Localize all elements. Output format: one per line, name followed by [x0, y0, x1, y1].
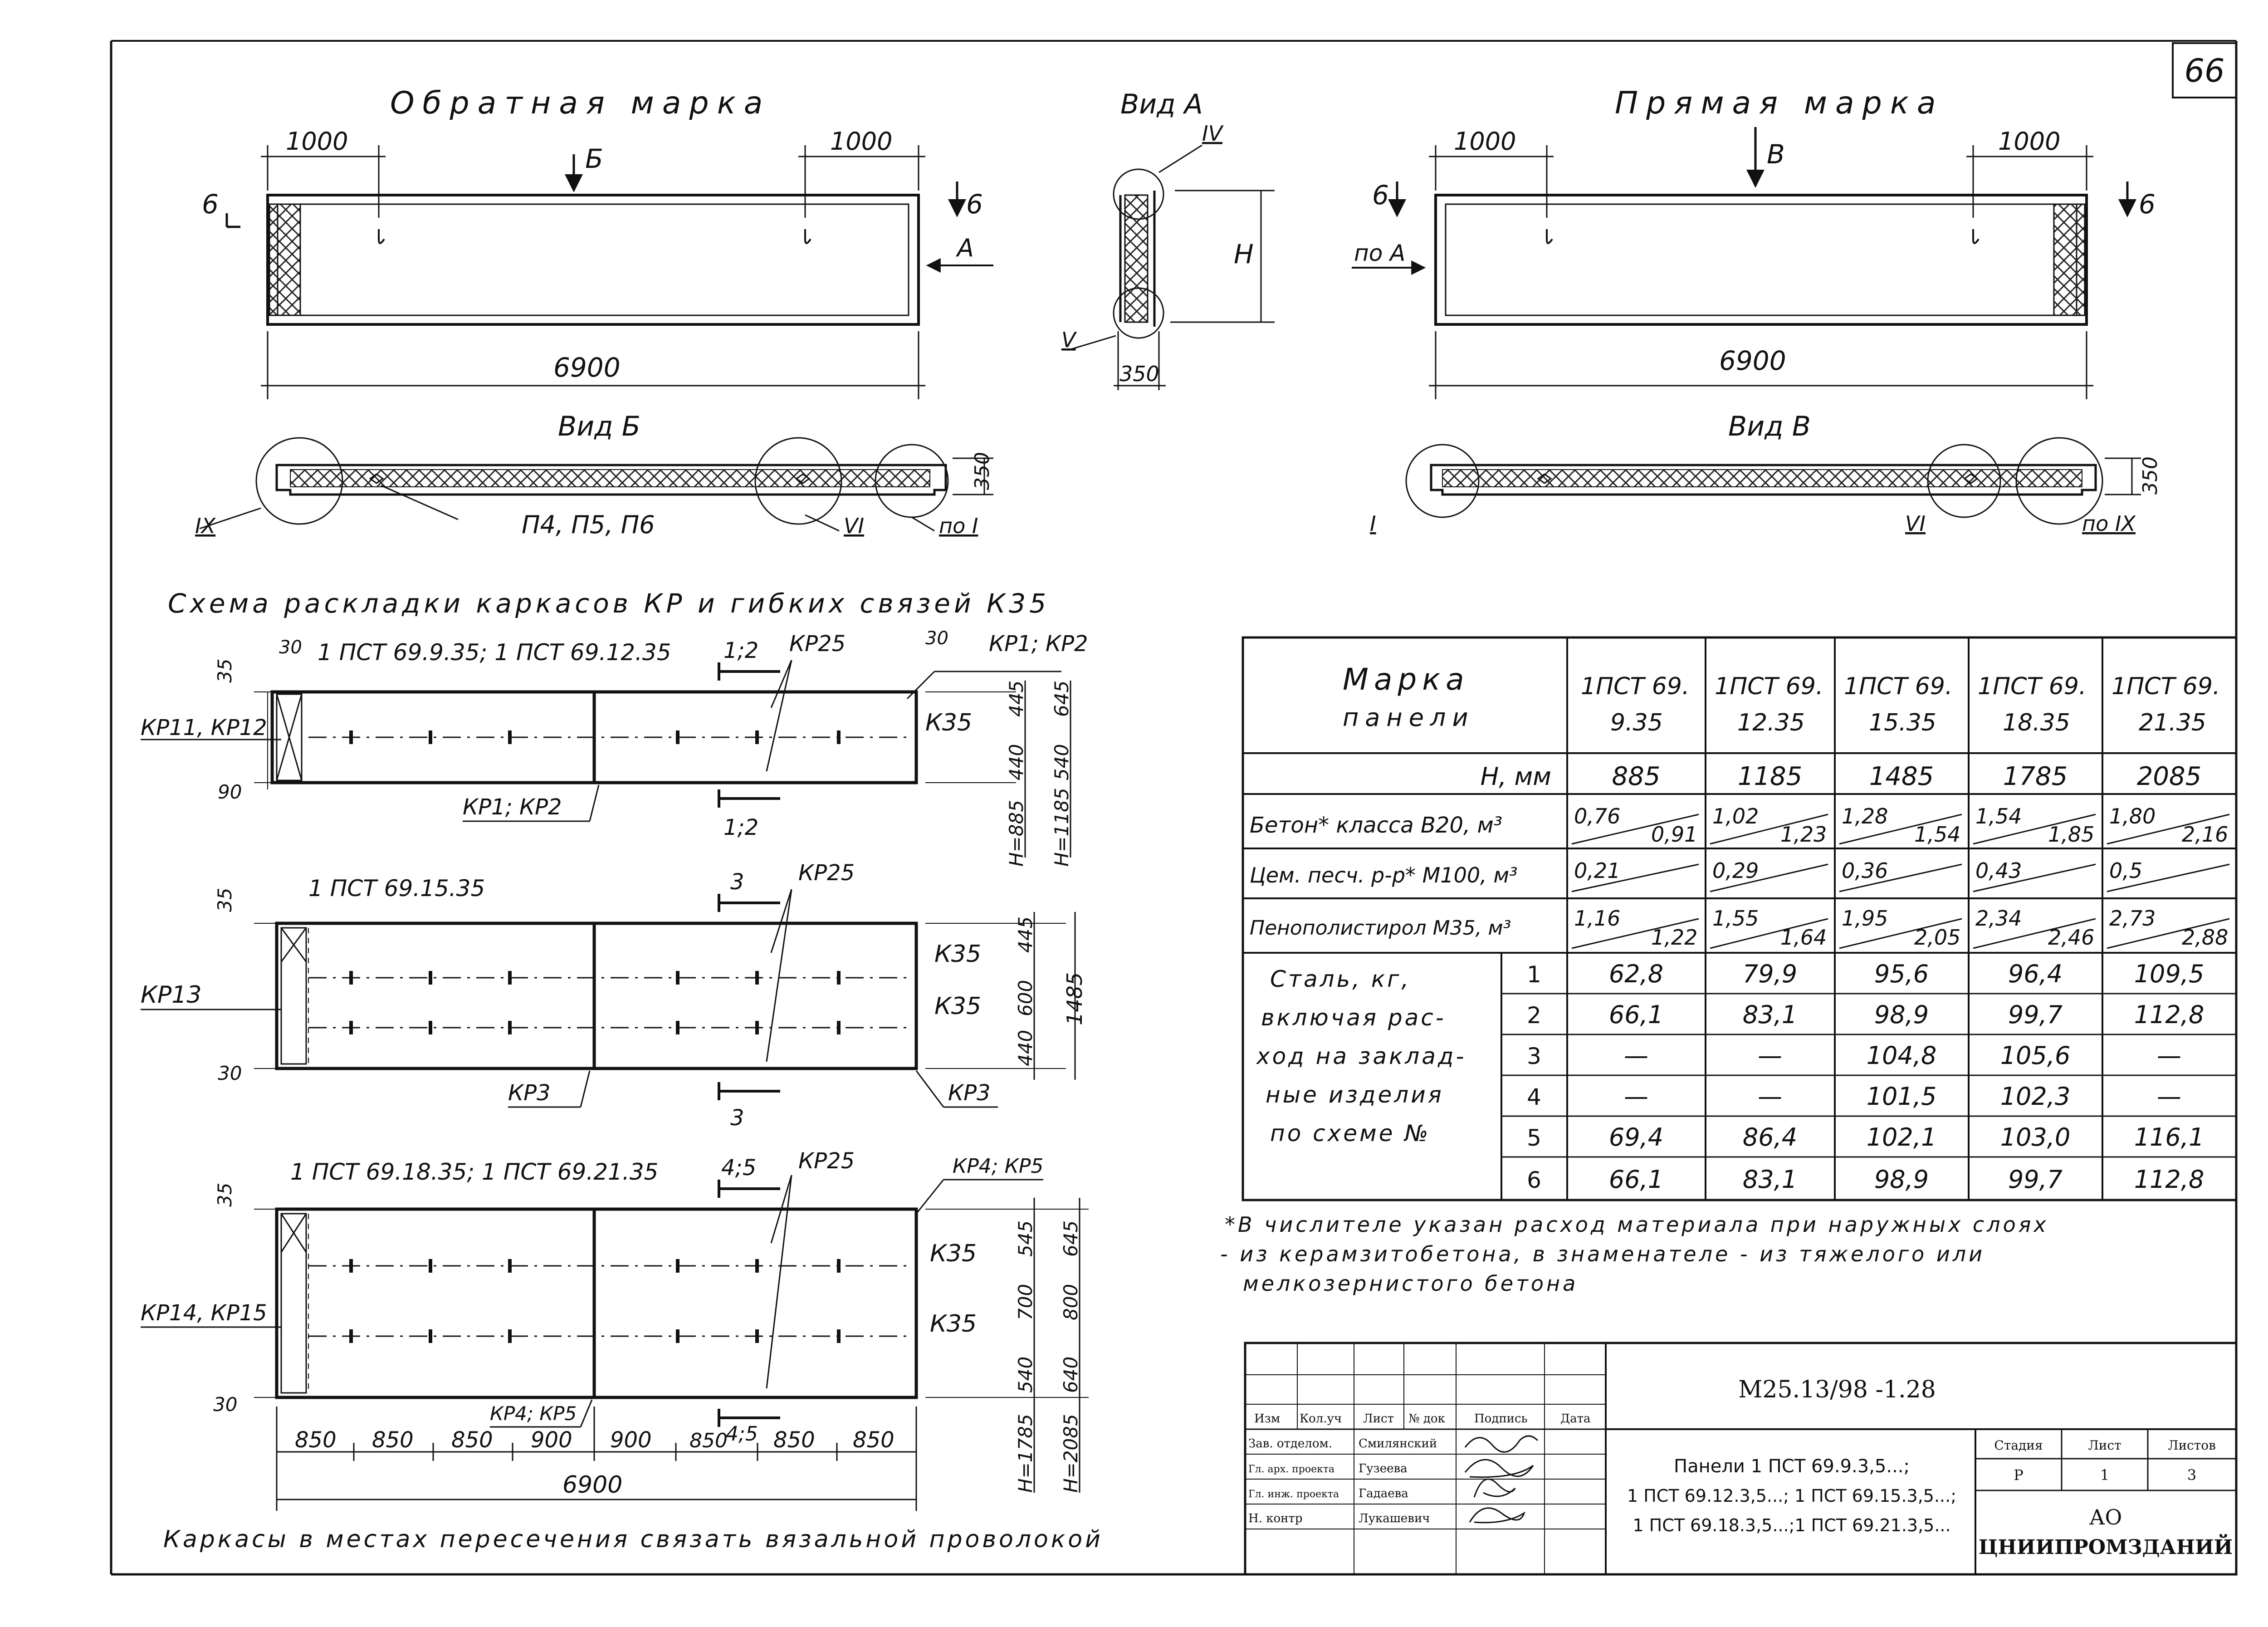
col-4-l1: 1ПСТ 69. [2112, 673, 2220, 700]
st-v-0: Р [2014, 1466, 2024, 1484]
panel-1-kr11: КР11, КР12 [141, 715, 267, 740]
panel-1-h1185: Н=1185 [1051, 788, 1073, 867]
panel-1-kr25: КР25 [789, 631, 846, 657]
st-h-1: Лист [2088, 1438, 2121, 1453]
c-2-n: 1,28 [1842, 804, 1888, 828]
panel-3-sec-bot: 4;5 [726, 1422, 758, 1446]
panel-3-k35-a: К35 [930, 1240, 977, 1267]
s-0-n: 1 [1527, 961, 1541, 988]
col-0-l2: 9.35 [1610, 709, 1663, 736]
sh-4: Подпись [1474, 1412, 1528, 1426]
table-footnote [1220, 1212, 2049, 1296]
panel-1-d445: 445 [1005, 680, 1027, 717]
panel-3-d545: 545 [1014, 1220, 1036, 1257]
f-0-d: 1,22 [1651, 925, 1698, 950]
f-2-d: 2,05 [1914, 925, 1961, 950]
row-steel-label [1256, 966, 1466, 1147]
panel-3-35: 35 [214, 1182, 236, 1207]
s-5-3: 99,7 [2008, 1165, 2063, 1194]
c-1-n: 1,02 [1712, 804, 1759, 828]
view-v-i: I [1370, 511, 1376, 536]
h-3: 1785 [2003, 762, 2068, 791]
f-4-n: 2,73 [2109, 906, 2156, 931]
stamp-people [1248, 1437, 1437, 1525]
section-6-left: 6 [202, 189, 219, 220]
view-v-350: 350 [2139, 456, 2162, 495]
section-6-right: 6 [966, 189, 983, 220]
view-b-ix: IX [195, 514, 216, 538]
view-b-label: П4, П5, П6 [522, 510, 655, 539]
panel-2-kr3-right: КР3 [948, 1080, 991, 1106]
s-2-0: — [1624, 1041, 1648, 1070]
s-5-0: 66,1 [1608, 1165, 1664, 1194]
po-a-label: по А [1354, 240, 1406, 266]
panel-2-kr25: КР25 [798, 860, 855, 886]
panel-3-d700: 700 [1014, 1284, 1036, 1320]
reverse-mark-title: Обратная марка [390, 85, 771, 121]
row-mortar-label: Цем. песч. р-р* М100, м³ [1250, 863, 1518, 887]
f-1-d: 1,64 [1780, 925, 1827, 950]
sheet-frame [111, 41, 2236, 1574]
s-1-0: 66,1 [1608, 1000, 1664, 1029]
view-v-po-ix: по IX [2082, 511, 2136, 536]
steel-l3: ные изделия [1266, 1082, 1444, 1108]
view-b-350: 350 [971, 452, 994, 490]
bdim-6: 850 [773, 1427, 815, 1453]
arrow-a-label: А [957, 234, 974, 262]
dim-6900-direct: 6900 [1719, 345, 1786, 376]
scheme-note: Каркасы в местах пересечения связать вязальной проволокой [163, 1526, 1103, 1553]
c-0-n: 0,76 [1574, 804, 1621, 828]
st-v-2: 3 [2187, 1466, 2197, 1484]
table-mark-label-2: панели [1343, 703, 1475, 732]
s-1-1: 83,1 [1742, 1000, 1798, 1029]
panel-2-sec-bot: 3 [730, 1105, 744, 1131]
bdim-3: 900 [531, 1427, 572, 1453]
f-3-d: 2,46 [2048, 925, 2095, 950]
s-1-3: 99,7 [2008, 1000, 2063, 1029]
view-b-po-i: по I [939, 514, 978, 538]
s-4-0: 69,4 [1608, 1123, 1664, 1152]
col-2-l1: 1ПСТ 69. [1844, 673, 1953, 700]
s-3-1: — [1758, 1082, 1782, 1111]
stamp-title [1627, 1456, 1956, 1535]
pn-1: Гузеева [1359, 1462, 1408, 1475]
panel-1-title: 1 ПСТ 69.9.35; 1 ПСТ 69.12.35 [318, 639, 671, 666]
c-4-n: 1,80 [2109, 804, 2156, 828]
stamp-code: М25.13/98 -1.28 [1738, 1376, 1936, 1403]
s-3-4: — [2157, 1082, 2181, 1111]
panel-3-d640: 640 [1060, 1356, 1082, 1393]
section-6-right-d: 6 [2139, 189, 2156, 220]
s-1-n: 2 [1527, 1002, 1541, 1029]
view-a-350: 350 [1119, 362, 1159, 386]
dim-1000-left: 1000 [286, 127, 348, 156]
view-v-title: Вид В [1728, 411, 1811, 442]
s-4-3: 103,0 [2000, 1123, 2071, 1152]
pr-2: Гл. инж. проекта [1248, 1489, 1339, 1500]
direct-mark-title: Прямая марка [1615, 85, 1944, 121]
row-concrete-label: Бетон* класса В20, м³ [1250, 813, 1502, 838]
pr-3: Н. контр [1248, 1512, 1303, 1525]
scheme-panel-1 [141, 660, 1070, 858]
section-6-left-d: 6 [1372, 180, 1389, 211]
scheme-title: Схема раскладки каркасов КР и гибких связей К35 [168, 588, 1050, 619]
c-1-d: 1,23 [1780, 822, 1827, 847]
panel-2-d440: 440 [1014, 1029, 1036, 1066]
steel-l2: ход на заклад- [1256, 1043, 1466, 1069]
pn-0: Смилянский [1359, 1437, 1437, 1451]
c-4-d: 2,16 [2182, 822, 2229, 847]
m-3: 0,43 [1975, 858, 2022, 883]
row-h-values [1612, 762, 2202, 791]
view-a-h: Н [1234, 239, 1254, 270]
m-0: 0,21 [1574, 858, 1621, 883]
s-2-3: 105,6 [2000, 1041, 2071, 1070]
panel-2-d445: 445 [1014, 916, 1036, 953]
steel-l1: включая рас- [1261, 1005, 1446, 1031]
dim-1000-left-d: 1000 [1454, 127, 1516, 156]
panel-3-kr25: КР25 [798, 1148, 855, 1174]
panel-1-d540: 540 [1051, 744, 1073, 780]
h-2: 1485 [1869, 762, 1934, 791]
col-3-l1: 1ПСТ 69. [1978, 673, 2087, 700]
dim-6900-reverse: 6900 [553, 352, 621, 383]
panel-3-k35-b: К35 [930, 1310, 977, 1338]
view-a-title: Вид А [1120, 88, 1203, 120]
st-v-1: 1 [2100, 1466, 2110, 1484]
bottom-total-6900: 6900 [562, 1471, 623, 1499]
s-5-1: 83,1 [1742, 1165, 1798, 1194]
s-5-n: 6 [1527, 1167, 1541, 1193]
s-0-4: 109,5 [2134, 960, 2204, 988]
bdim-4: 900 [610, 1427, 652, 1453]
pr-0: Зав. отделом. [1248, 1437, 1332, 1451]
bdim-5: 850 [689, 1429, 728, 1452]
dim-1000-right-d: 1000 [1998, 127, 2061, 156]
col-1-l2: 12.35 [1737, 709, 1805, 736]
s-1-2: 98,9 [1874, 1000, 1929, 1029]
c-3-n: 1,54 [1975, 804, 2022, 828]
bdim-1: 850 [372, 1427, 414, 1453]
s-2-2: 104,8 [1866, 1041, 1937, 1070]
panel-1-k35: К35 [925, 709, 973, 736]
m-1: 0,29 [1712, 858, 1759, 883]
panel-3-kr4kr5-top: КР4; КР5 [953, 1155, 1044, 1178]
panel-3-kr14: КР14, КР15 [141, 1300, 267, 1326]
title-l2: 1 ПСТ 69.18.3,5...;1 ПСТ 69.21.3,5... [1633, 1515, 1951, 1535]
s-0-0: 62,8 [1608, 960, 1664, 988]
panel-2-k35-b: К35 [934, 993, 982, 1020]
panel-3-h1785: Н=1785 [1014, 1414, 1036, 1493]
page-number: 66 [2184, 52, 2225, 89]
pn-3: Лукашевич [1359, 1512, 1430, 1525]
view-a-v: V [1061, 328, 1076, 352]
row-mortar-values [1574, 858, 2142, 883]
s-4-4: 116,1 [2134, 1123, 2204, 1152]
panel-1-30b: 30 [925, 628, 948, 649]
s-4-1: 86,4 [1742, 1123, 1798, 1152]
panel-2-kr3-left: КР3 [508, 1080, 551, 1106]
c-2-d: 1,54 [1914, 822, 1961, 847]
pr-1: Гл. арх. проекта [1248, 1464, 1335, 1475]
footnote-l1: - из керамзитобетона, в знаменателе - из тяжелого или [1220, 1242, 1985, 1266]
panel-2-d1485: 1485 [1062, 972, 1087, 1025]
view-b-title: Вид Б [558, 411, 640, 442]
footnote-l0: *В числителе указан расход материала при наружных слоях [1225, 1212, 2049, 1237]
panel-1-d440: 440 [1005, 744, 1027, 780]
m-2: 0,36 [1842, 858, 1888, 883]
bdim-2: 850 [451, 1427, 493, 1453]
s-2-1: — [1758, 1041, 1782, 1070]
f-0-n: 1,16 [1574, 906, 1621, 931]
h-0: 885 [1612, 762, 1661, 791]
f-3-n: 2,34 [1975, 906, 2022, 931]
panel-2-sec-top: 3 [730, 869, 744, 895]
panel-3-d540: 540 [1014, 1356, 1036, 1393]
f-4-d: 2,88 [2182, 925, 2229, 950]
panel-2-title: 1 ПСТ 69.15.35 [308, 875, 485, 902]
title-l0: Панели 1 ПСТ 69.9.3,5...; [1674, 1456, 1910, 1477]
s-2-n: 3 [1527, 1043, 1541, 1069]
footnote-l2: мелкозернистого бетона [1243, 1271, 1579, 1296]
title-l1: 1 ПСТ 69.12.3,5...; 1 ПСТ 69.15.3,5...; [1627, 1486, 1957, 1506]
table-column-headers [1581, 673, 2220, 736]
panel-2-d600: 600 [1014, 980, 1036, 1016]
st-h-0: Стадия [1994, 1438, 2043, 1453]
panel-3-h2085: Н=2085 [1060, 1414, 1082, 1493]
view-a-iv: IV [1202, 121, 1223, 146]
panel-1-kr1kr2: КР1; КР2 [989, 631, 1088, 657]
view-v-vi: VI [1905, 511, 1926, 536]
panel-1-d645: 645 [1051, 680, 1073, 717]
panel-1-35: 35 [214, 658, 236, 683]
view-b-vi: VI [844, 514, 865, 538]
f-1-n: 1,55 [1712, 906, 1759, 931]
s-0-2: 95,6 [1874, 960, 1929, 988]
s-0-1: 79,9 [1742, 960, 1798, 988]
row-h-label: Н, мм [1480, 762, 1551, 791]
panel-3-title: 1 ПСТ 69.18.35; 1 ПСТ 69.21.35 [290, 1159, 659, 1185]
stamp-org-2: ЦНИИПРОМЗДАНИЙ [1978, 1536, 2233, 1559]
scheme-panel-3 [141, 1175, 1089, 1511]
s-3-n: 4 [1527, 1084, 1541, 1110]
dim-1000-right: 1000 [830, 127, 893, 156]
panel-2-30: 30 [218, 1062, 242, 1084]
panel-3-d645: 645 [1060, 1220, 1082, 1257]
s-5-2: 98,9 [1874, 1165, 1929, 1194]
table-mark-label-1: Марка [1343, 662, 1470, 697]
col-3-l2: 18.35 [2003, 709, 2070, 736]
panel-3-kr4kr5-bot: КР4; КР5 [490, 1402, 577, 1425]
panel-1-sec-bot: 1;2 [723, 815, 759, 840]
panel-1-30a: 30 [279, 637, 302, 658]
col-0-l1: 1ПСТ 69. [1581, 673, 1690, 700]
st-h-2: Листов [2168, 1438, 2216, 1453]
s-3-0: — [1624, 1082, 1648, 1111]
row-concrete-values [1574, 804, 2228, 847]
s-1-4: 112,8 [2134, 1000, 2204, 1029]
panel-2-35: 35 [214, 887, 236, 912]
col-2-l2: 15.35 [1869, 709, 1936, 736]
s-3-2: 101,5 [1866, 1082, 1937, 1111]
panel-1-sec-top: 1;2 [723, 638, 759, 663]
panel-3-sec-top: 4;5 [721, 1155, 757, 1181]
sh-3: № док [1408, 1412, 1445, 1426]
steel-l4: по схеме № [1270, 1120, 1431, 1147]
c-0-d: 0,91 [1651, 822, 1698, 847]
h-4: 2085 [2136, 762, 2202, 791]
stamp-head [1254, 1412, 1591, 1426]
panel-2-kr13: КР13 [141, 981, 202, 1009]
panel-3-d800: 800 [1060, 1284, 1082, 1320]
sh-2: Лист [1363, 1412, 1394, 1426]
pn-2: Гадаева [1359, 1487, 1408, 1500]
h-1: 1185 [1737, 762, 1803, 791]
s-3-3: 102,3 [2000, 1082, 2071, 1111]
panel-1-kr1kr2-bot: КР1; КР2 [463, 794, 562, 820]
s-4-2: 102,1 [1866, 1123, 1937, 1152]
panel-2-k35-a: К35 [934, 941, 982, 968]
s-0-3: 96,4 [2008, 960, 2063, 988]
bdim-0: 850 [295, 1427, 337, 1453]
s-4-n: 5 [1527, 1125, 1541, 1151]
s-2-4: — [2157, 1041, 2181, 1070]
col-1-l1: 1ПСТ 69. [1715, 673, 1823, 700]
f-2-n: 1,95 [1842, 906, 1888, 931]
stamp-org-1: АО [2089, 1505, 2122, 1529]
sh-0: Изм [1254, 1412, 1281, 1426]
c-3-d: 1,85 [2048, 822, 2095, 847]
s-5-4: 112,8 [2134, 1165, 2204, 1194]
view-v-strip [1406, 438, 2141, 524]
panel-1-90: 90 [218, 781, 242, 803]
panel-3-30: 30 [213, 1393, 238, 1416]
arrow-v-label: В [1767, 139, 1785, 170]
sh-5: Дата [1560, 1412, 1591, 1426]
col-4-l2: 21.35 [2139, 709, 2206, 736]
bdim-7: 850 [853, 1427, 894, 1453]
sh-1: Кол.уч [1300, 1412, 1342, 1426]
row-foam-label: Пенополистирол М35, м³ [1250, 916, 1511, 940]
panel-1-h885: Н=885 [1005, 800, 1027, 867]
stamp-stage [1994, 1438, 2216, 1484]
steel-l0: Сталь, кг, [1270, 966, 1411, 992]
arrow-b-label: Б [585, 143, 603, 174]
m-4: 0,5 [2109, 858, 2143, 883]
